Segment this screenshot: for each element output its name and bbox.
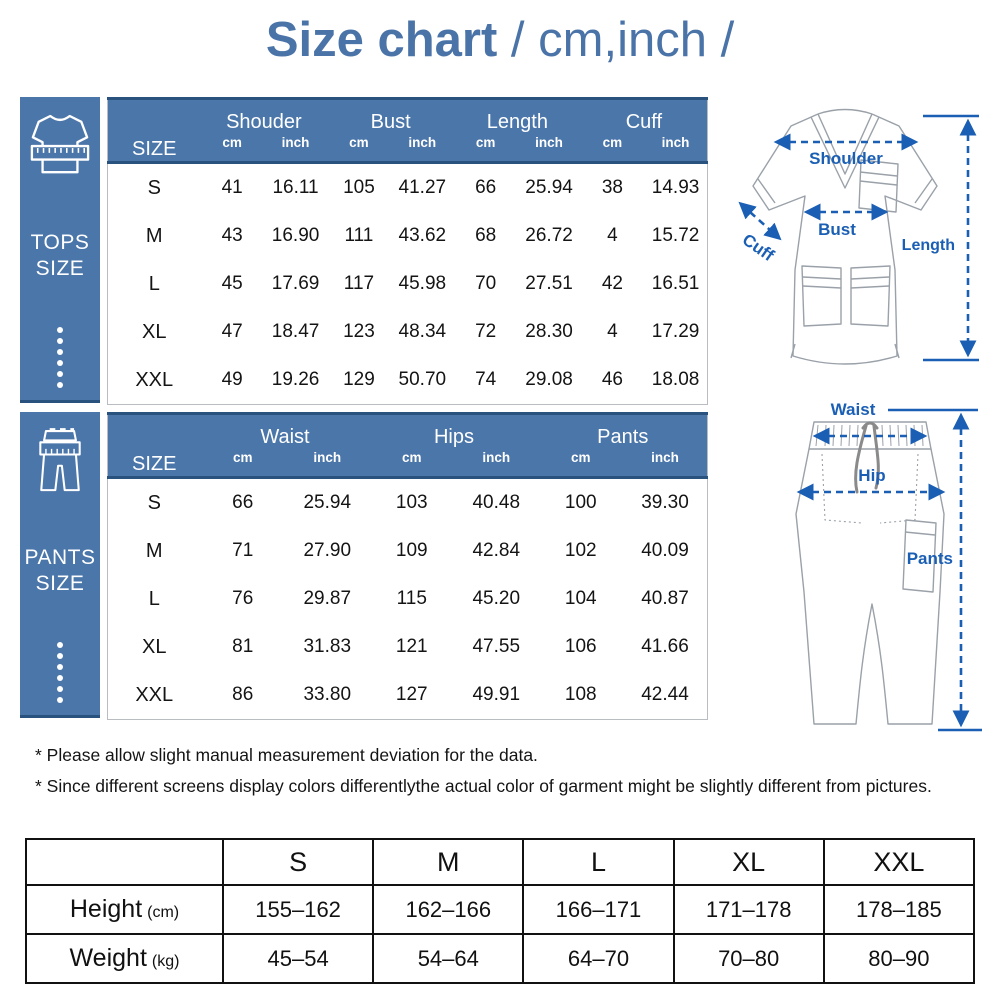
unit-cm-header: cm [201, 134, 264, 163]
size-row-label: XL [142, 635, 167, 658]
size-row-label: S [147, 176, 161, 199]
measure-value: 19.26 [271, 369, 320, 390]
measure-value: 31.83 [303, 636, 352, 657]
measure-value: 18.47 [271, 321, 320, 342]
measure-value: 43.62 [398, 225, 447, 246]
measure-value: 49 [221, 369, 243, 390]
measure-value: 111 [344, 225, 374, 246]
unit-cm-header: cm [581, 134, 644, 163]
range-value: 166–171 [523, 885, 673, 934]
unit-inch-header: inch [517, 134, 580, 163]
bust-label: Bust [818, 220, 856, 239]
size-row-label: XL [142, 320, 167, 343]
table-row [108, 163, 708, 213]
unit-inch-header: inch [623, 449, 708, 478]
measure-value: 100 [564, 492, 597, 513]
size-row-label: L [148, 587, 160, 610]
corner-cell [26, 839, 223, 885]
measure-value: 29.08 [525, 369, 573, 390]
unit-cm-header: cm [201, 449, 286, 478]
size-column-header: SIZE [108, 414, 201, 478]
range-value: 162–166 [373, 885, 523, 934]
measure-value: 27.90 [303, 540, 352, 561]
table-row [108, 356, 708, 405]
table-row [26, 885, 974, 934]
table-row [108, 478, 708, 528]
dots-ornament [57, 327, 63, 388]
tops-size-table [107, 97, 708, 405]
unit-inch-header: inch [285, 449, 370, 478]
pants-ruler-icon [30, 424, 90, 500]
table-row [108, 260, 708, 308]
size-column-header: XL [674, 839, 824, 885]
measure-value: 74 [475, 369, 497, 390]
tops-sidebar-label-line2: SIZE [35, 257, 85, 280]
measure-value: 48.34 [398, 321, 447, 342]
measure-value: 106 [564, 636, 597, 657]
measure-value: 68 [475, 225, 497, 246]
measure-value: 39.30 [641, 492, 689, 513]
measure-value: 25.94 [303, 492, 352, 513]
range-value: 155–162 [223, 885, 373, 934]
length-label: Length [901, 237, 955, 254]
table-row [108, 623, 708, 671]
measure-value: 76 [232, 588, 254, 609]
tops-sidebar [20, 97, 100, 403]
dots-ornament [57, 642, 63, 703]
measure-value: 121 [395, 636, 428, 657]
table-row [108, 308, 708, 356]
measure-group-header: Shouder [201, 99, 328, 135]
measure-value: 102 [564, 540, 597, 561]
row-label-text: Height [69, 895, 143, 923]
measure-value: 15.72 [651, 225, 700, 246]
unit-inch-header: inch [644, 134, 707, 163]
range-value: 70–80 [674, 934, 824, 983]
size-row-label: S [147, 491, 161, 514]
measure-value: 17.29 [651, 321, 700, 342]
unit-cm-header: cm [370, 449, 455, 478]
tshirt-ruler-icon [29, 109, 91, 185]
table-row [108, 527, 708, 575]
measure-value: 4 [607, 225, 618, 246]
measure-value: 50.70 [398, 369, 447, 390]
range-value: 64–70 [523, 934, 673, 983]
measure-value: 66 [475, 177, 497, 198]
notes [35, 742, 970, 804]
measure-value: 104 [564, 588, 597, 609]
page-title [0, 12, 1000, 68]
measure-value: 127 [395, 684, 428, 705]
title-suffix: / cm,inch / [497, 13, 735, 67]
hip-label: Hip [858, 466, 886, 485]
size-column-header: XXL [824, 839, 974, 885]
measure-value: 42.84 [472, 540, 521, 561]
measure-value: 40.48 [472, 492, 521, 513]
measure-value: 86 [232, 684, 254, 705]
size-column-header: S [223, 839, 373, 885]
pants-sidebar-label [25, 545, 96, 596]
unit-cm-header: cm [327, 134, 390, 163]
table-row [108, 575, 708, 623]
unit-inch-header: inch [264, 134, 327, 163]
measure-group-header: Length [454, 99, 581, 135]
measure-group-header: Cuff [581, 99, 708, 135]
unit-inch-header: inch [391, 134, 454, 163]
tops-measurement-diagram [725, 100, 987, 395]
measure-value: 108 [564, 684, 597, 705]
measure-value: 115 [396, 588, 427, 609]
note: * Please allow slight manual measurement deviation for the data. [35, 745, 538, 765]
measure-value: 70 [475, 273, 497, 294]
waist-label: Waist [830, 400, 876, 419]
pants-measure-arrows [800, 410, 982, 730]
row-label-unit: (cm) [147, 904, 180, 921]
measure-value: 47 [221, 321, 243, 342]
table-row [26, 934, 974, 983]
table-row [108, 671, 708, 720]
size-row-label: XXL [135, 683, 174, 706]
measure-value: 72 [475, 321, 497, 342]
measure-value: 47.55 [472, 636, 521, 657]
table-row [108, 212, 708, 260]
measure-value: 41.66 [641, 636, 689, 657]
pants-measurement-diagram [756, 392, 988, 737]
measure-value: 29.87 [303, 588, 352, 609]
pants-size-table [107, 412, 708, 720]
measure-value: 38 [601, 177, 623, 198]
measure-value: 71 [232, 540, 254, 561]
pants-sidebar [20, 412, 100, 718]
row-label [26, 885, 223, 934]
size-column-header: L [523, 839, 673, 885]
measure-value: 123 [343, 321, 375, 342]
measure-value: 43 [221, 225, 243, 246]
unit-cm-header: cm [539, 449, 624, 478]
measure-value: 45 [221, 273, 243, 294]
measure-group-header: Waist [201, 414, 370, 450]
measure-value: 81 [232, 636, 254, 657]
title-main: Size chart [265, 13, 498, 67]
range-value: 80–90 [824, 934, 974, 983]
measure-value: 117 [343, 273, 375, 294]
unit-inch-header: inch [454, 449, 539, 478]
range-value: 54–64 [373, 934, 523, 983]
measure-value: 45.98 [398, 273, 447, 294]
measure-value: 18.08 [651, 369, 700, 390]
measure-value: 33.80 [303, 684, 352, 705]
measure-value: 42 [601, 273, 623, 294]
measure-value: 26.72 [525, 225, 573, 246]
note: * Since different screens display colors differentlythe actual color of garment might be slightly different from pictures. [35, 776, 932, 797]
size-column-header: M [373, 839, 523, 885]
tops-sidebar-label-line1: TOPS [30, 231, 90, 255]
row-label-text: Weight [69, 944, 147, 972]
measure-value: 45.20 [472, 588, 521, 609]
size-column-header: SIZE [108, 99, 201, 163]
range-value: 171–178 [674, 885, 824, 934]
tops-table-wrap [107, 97, 708, 405]
measure-value: 40.87 [641, 588, 689, 609]
size-row-label: M [145, 224, 163, 247]
size-row-label: M [145, 539, 163, 562]
measure-value: 41 [221, 177, 243, 198]
measure-group-header: Bust [327, 99, 454, 135]
measure-value: 16.11 [272, 177, 319, 198]
measure-value: 27.51 [525, 273, 573, 294]
range-value: 45–54 [223, 934, 373, 983]
measure-value: 129 [343, 369, 375, 390]
size-row-label: XXL [135, 368, 174, 391]
measure-value: 41.27 [398, 177, 447, 198]
measure-value: 14.93 [651, 177, 700, 198]
row-label-unit: (kg) [151, 953, 180, 970]
measure-value: 66 [232, 492, 254, 513]
pants-table-wrap [107, 412, 708, 720]
height-weight-table [25, 838, 975, 984]
measure-value: 28.30 [525, 321, 573, 342]
measure-value: 103 [395, 492, 428, 513]
pants-sidebar-label-line2: SIZE [35, 572, 85, 595]
measure-value: 105 [343, 177, 375, 198]
size-row-label: L [148, 272, 160, 295]
measure-value: 40.09 [641, 540, 689, 561]
pants-length-label: Pants [906, 549, 953, 568]
unit-cm-header: cm [454, 134, 517, 163]
measure-value: 109 [395, 540, 428, 561]
measure-value: 49.91 [472, 684, 521, 705]
cuff-label: Cuff [738, 229, 778, 266]
measure-value: 46 [601, 369, 623, 390]
measure-value: 17.69 [271, 273, 320, 294]
measure-value: 16.51 [651, 273, 700, 294]
measure-value: 4 [607, 321, 618, 342]
measure-group-header: Hips [370, 414, 539, 450]
measure-value: 16.90 [271, 225, 320, 246]
pants-sidebar-label-line1: PANTS [24, 546, 96, 570]
measure-group-header: Pants [539, 414, 708, 450]
measure-value: 42.44 [641, 684, 689, 705]
measure-value: 25.94 [525, 177, 573, 198]
range-value: 178–185 [824, 885, 974, 934]
shoulder-label: Shoulder [809, 149, 883, 168]
tops-sidebar-label [31, 230, 90, 281]
row-label [26, 934, 223, 983]
